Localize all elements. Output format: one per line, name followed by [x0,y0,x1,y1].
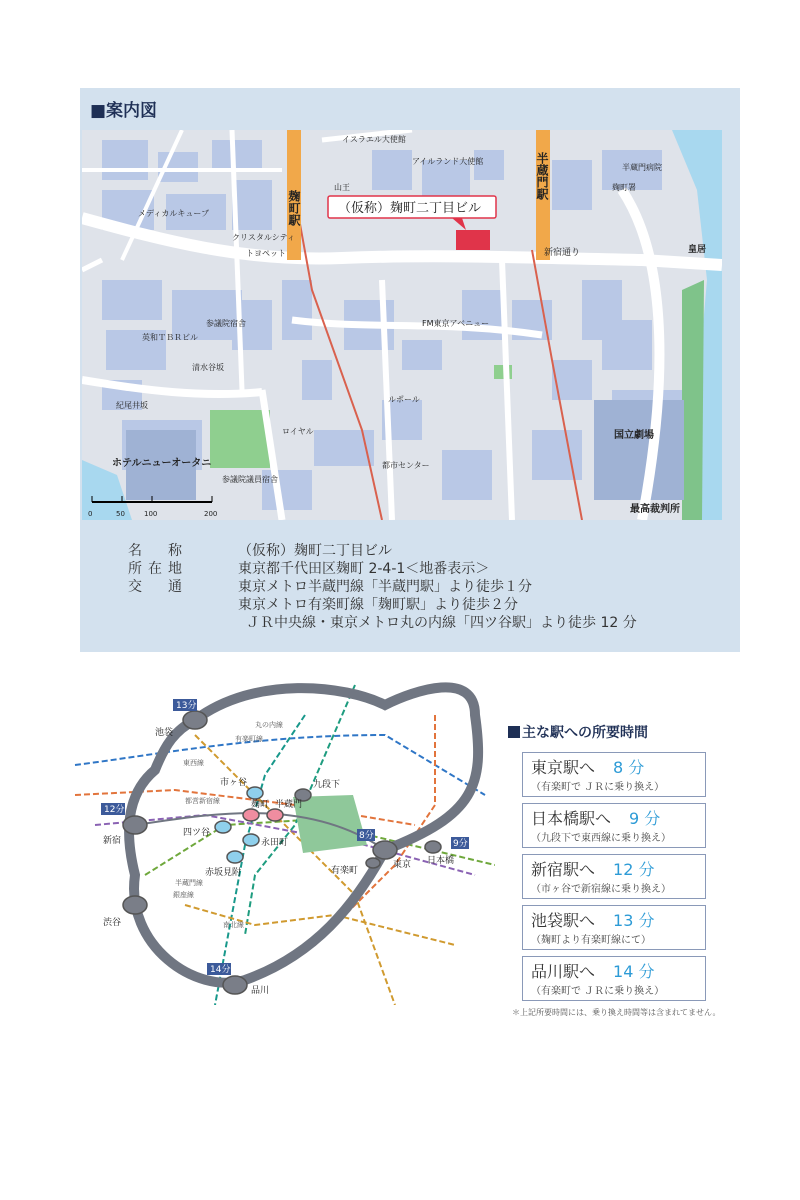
svg-text:都営新宿線: 都営新宿線 [185,797,220,805]
svg-text:東京: 東京 [393,860,412,870]
saikosaibansho-label: 最高裁判所 [630,504,680,515]
svg-text:山王: 山王 [334,183,350,192]
name-label: 名 称 [128,543,188,559]
svg-text:有楽町: 有楽町 [331,866,359,876]
access-line-2: 東京メトロ有楽町線「麹町駅」より徒歩２分 [238,597,518,613]
travel-time-item: 新宿駅へ 12 分 （市ヶ谷で新宿線に乗り換え） [522,854,706,899]
target-building-marker [456,230,490,250]
svg-text:赤坂見附: 赤坂見附 [205,868,242,878]
rail-diagram-svg [55,675,495,1005]
square-bullet-icon [508,726,520,738]
svg-text:丸の内線: 丸の内線 [255,721,283,729]
svg-text:クリスタルシティ: クリスタルシティ [232,233,295,242]
svg-text:清水谷坂: 清水谷坂 [192,363,224,372]
svg-text:英和ＴＢＲビル: 英和ＴＢＲビル [142,333,198,342]
travel-time-item: 品川駅へ 14 分 （有楽町で ＪＲに乗り換え） [522,956,706,1001]
svg-text:東西線: 東西線 [183,759,204,767]
building-callout-label: （仮称）麹町二丁目ビル [338,201,482,216]
travel-times-title: 主な駅への所要時間 [508,722,768,742]
park-green [210,410,270,468]
shinjuku-dori-label: 新宿通り [544,248,581,258]
svg-text:都市センター: 都市センター [382,461,430,470]
svg-text:参議院宿舎: 参議院宿舎 [206,319,246,328]
badge-tokyo: 8分 [359,831,374,841]
svg-text:トヨペット: トヨペット [246,249,286,258]
location-value: 東京都千代田区麹町 2-4-1＜地番表示＞ [238,561,490,577]
svg-text:50: 50 [116,510,125,518]
travel-time-item: 東京駅へ 8 分 （有楽町で ＪＲに乗り換え） [522,752,706,797]
hanzomon-station-label: 半蔵門駅 [535,152,549,200]
svg-text:永田町: 永田町 [261,838,289,848]
travel-time-item: 池袋駅へ 13 分 （麹町より有楽町線にて） [522,905,706,950]
svg-text:半蔵門線: 半蔵門線 [175,879,203,887]
access-label: 交 通 [128,579,188,595]
palace-green [682,280,704,520]
svg-text:池袋: 池袋 [155,728,174,738]
rail-diagram [55,675,495,1005]
svg-text:200: 200 [204,510,218,518]
kojimachi-station-label: 麹町駅 [287,190,301,226]
svg-text:有楽町線: 有楽町線 [235,735,263,743]
svg-text:新宿: 新宿 [103,836,122,846]
svg-text:四ツ谷: 四ツ谷 [183,828,211,838]
svg-text:麹町: 麹町 [251,800,270,810]
svg-text:ルポール: ルポール [388,395,420,404]
travel-time-item: 日本橋駅へ 9 分 （九段下で東西線に乗り換え） [522,803,706,848]
svg-text:南北線: 南北線 [223,921,244,929]
access-line-3: ＪＲ中央線・東京メトロ丸の内線「四ツ谷駅」より徒歩 12 分 [246,615,637,631]
guide-panel [80,88,740,652]
svg-text:半蔵門病院: 半蔵門病院 [622,163,662,172]
svg-text:メディカルキューブ: メディカルキューブ [138,209,209,218]
svg-text:イスラエル大使館: イスラエル大使館 [342,135,406,144]
hotel-new-otani-label: ホテルニューオータニ [112,458,212,469]
svg-text:ロイヤル: ロイヤル [282,427,314,436]
svg-text:麹町署: 麹町署 [612,183,636,192]
svg-text:日本橋: 日本橋 [427,856,455,866]
svg-text:品川: 品川 [251,986,270,996]
svg-text:銀座線: 銀座線 [173,891,194,899]
svg-text:半蔵門: 半蔵門 [275,800,303,810]
kokyo-label: 皇居 [688,245,707,255]
svg-text:100: 100 [144,510,158,518]
badge-shinjuku: 12分 [104,805,125,815]
svg-text:市ヶ谷: 市ヶ谷 [220,778,248,788]
svg-text:FM東京アベニュー: FM東京アベニュー [422,319,490,328]
area-map-svg [82,130,722,520]
kokuritsu-gekijo-label: 国立劇場 [614,430,654,441]
badge-ikebukuro: 13分 [176,701,197,711]
svg-text:九段下: 九段下 [313,780,341,790]
svg-text:渋谷: 渋谷 [103,918,122,928]
badge-nihombashi: 9分 [453,839,468,849]
name-value: （仮称）麹町二丁目ビル [238,543,392,559]
travel-times-footnote: ＊上記所要時間には、乗り換え時間等は含まれてません。 [512,1008,721,1017]
location-label: 所在地 [128,561,188,577]
guide-title: ■案内図 [90,101,158,121]
svg-text:紀尾井坂: 紀尾井坂 [116,401,148,410]
station-markers [123,711,441,994]
area-map[interactable] [82,130,722,520]
travel-times [508,722,768,1018]
badge-shinagawa: 14分 [210,965,231,975]
svg-text:参議院議員宿舎: 参議院議員宿舎 [222,475,278,484]
access-line-1: 東京メトロ半蔵門線「半蔵門駅」より徒歩１分 [238,579,532,595]
svg-text:0: 0 [88,510,93,518]
svg-text:アイルランド大使館: アイルランド大使館 [412,157,484,166]
